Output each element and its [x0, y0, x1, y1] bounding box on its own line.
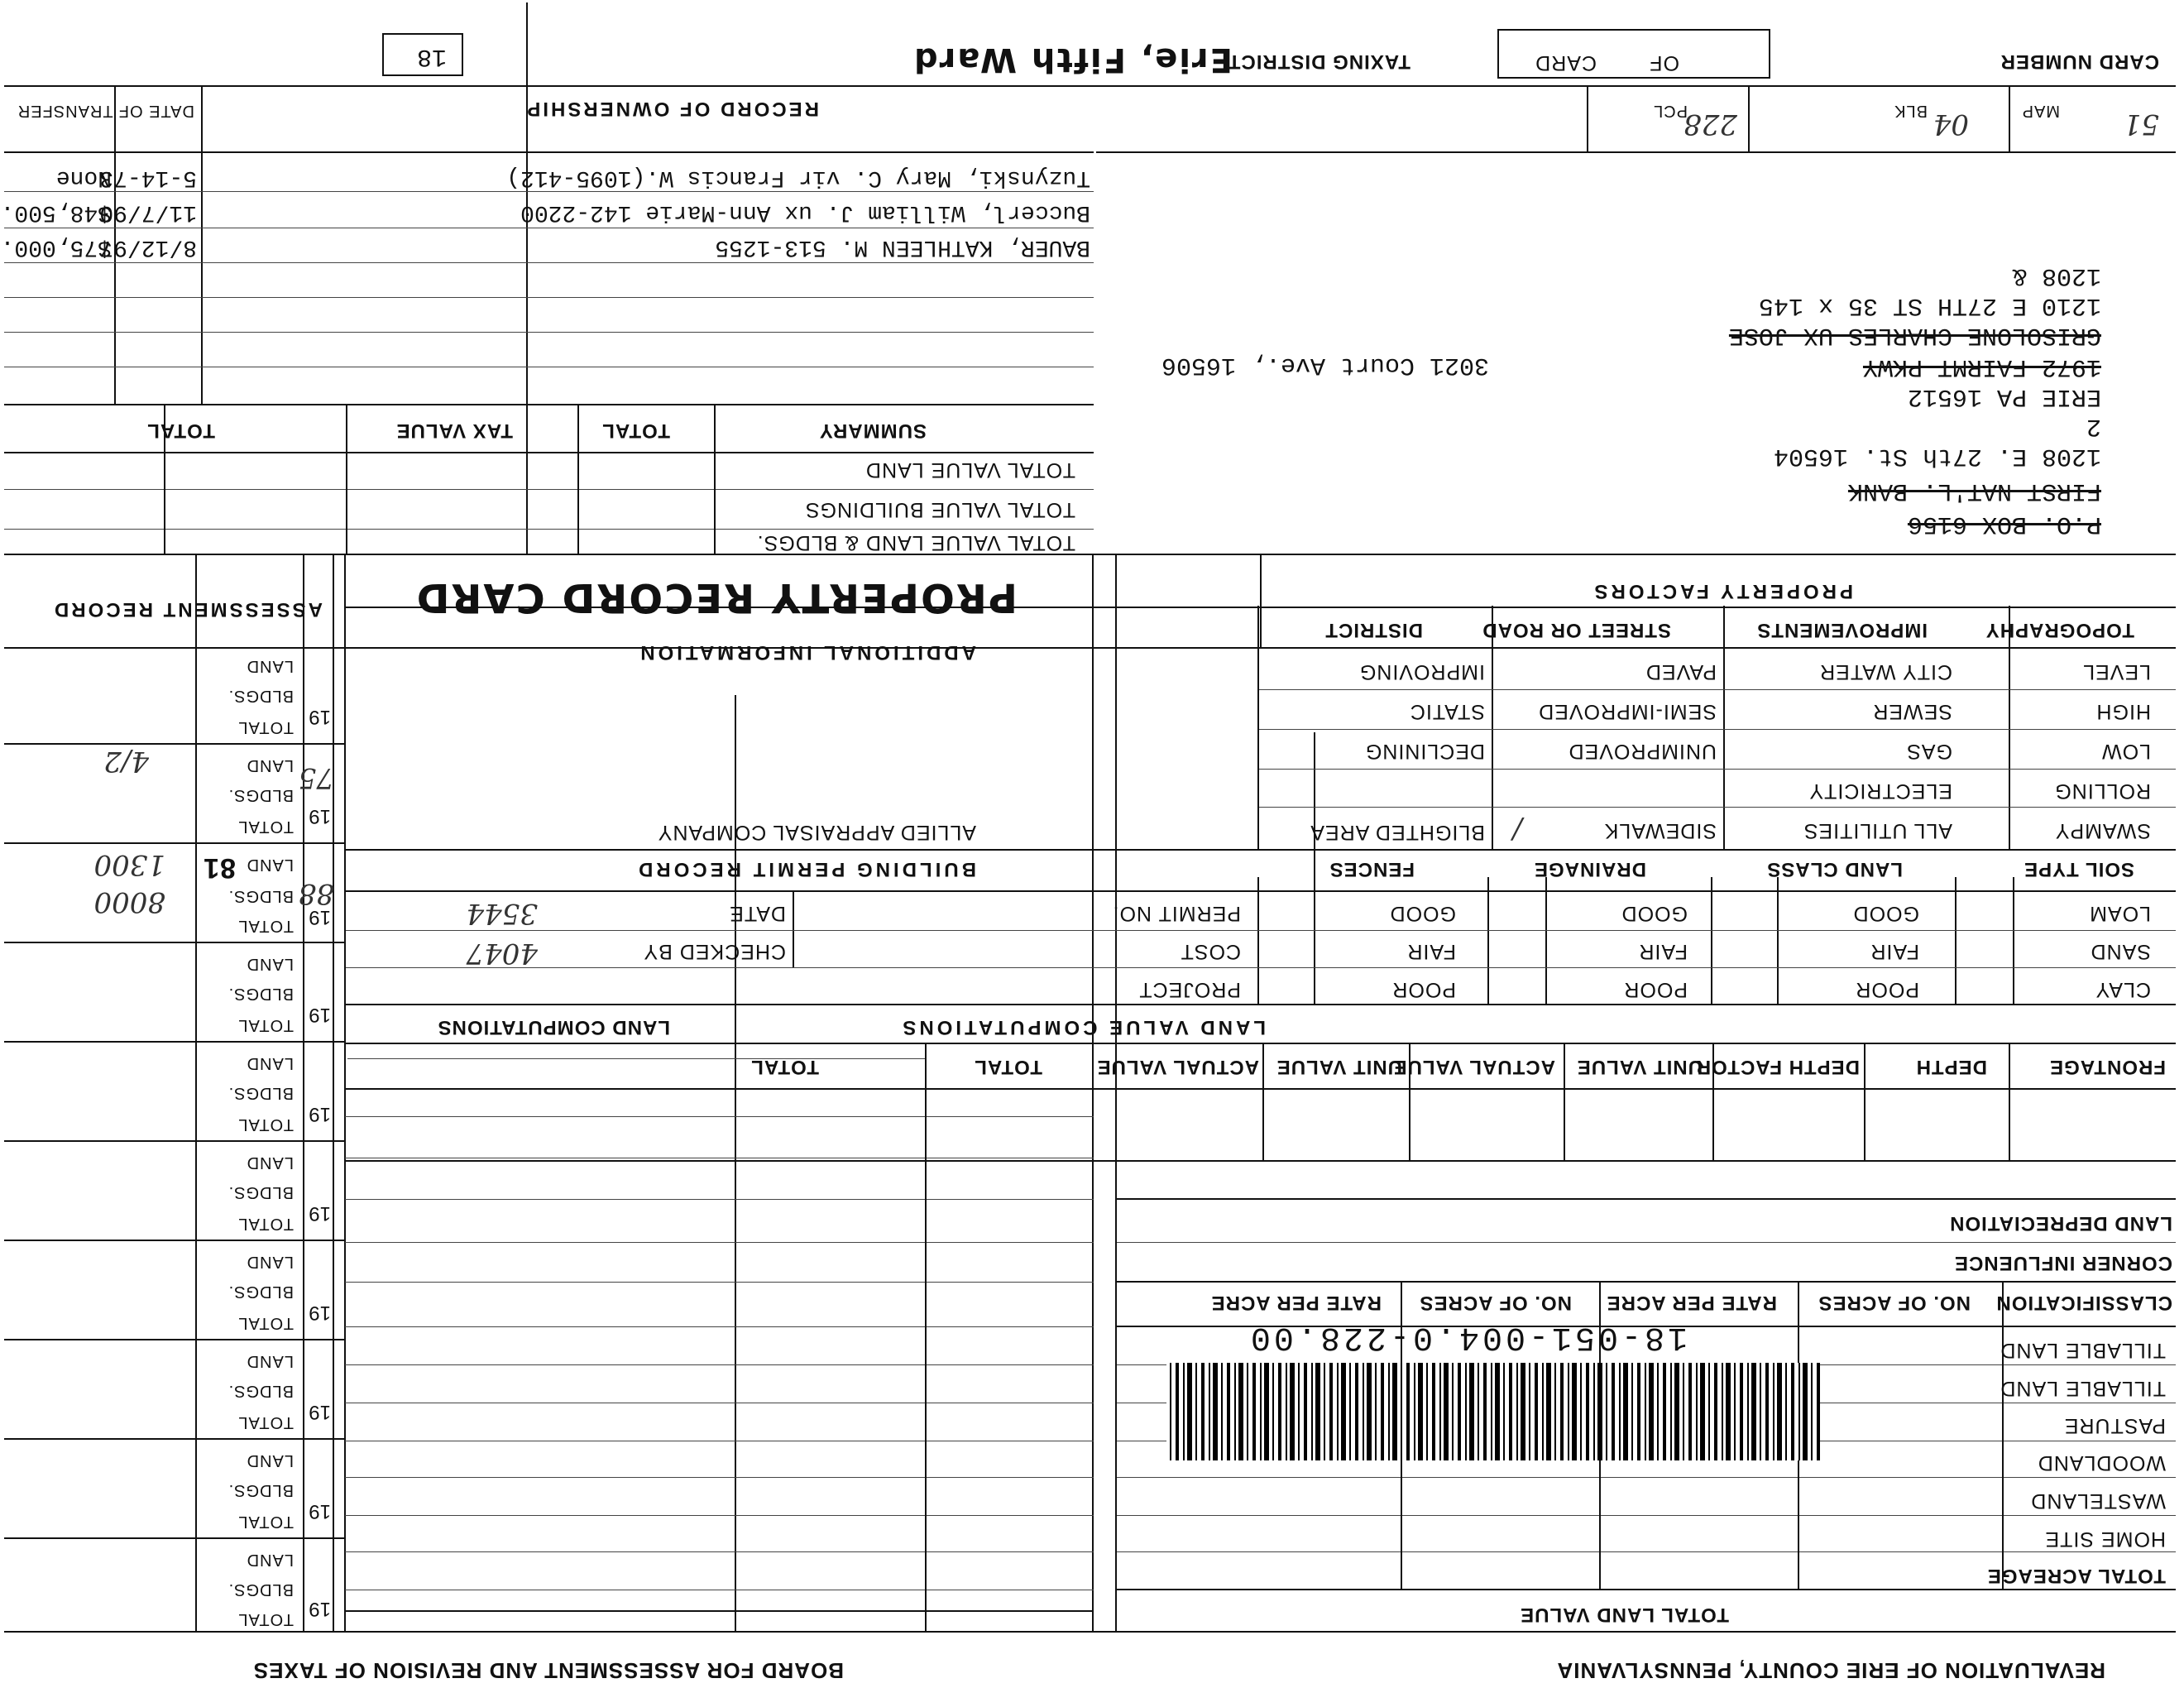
street-or-road-header: STREET OR ROAD [1482, 619, 1671, 641]
tillable-land-label: TILLABLE LAND [2000, 1377, 2166, 1400]
summary-total-header-2: TOTAL [146, 420, 215, 442]
handwritten-year-75: 75 [298, 761, 334, 794]
unit-value-header-1: UNIT VALUE [1576, 1056, 1703, 1078]
barcode-number: 18-051-004.0-228.00 [1247, 1318, 1688, 1355]
permit-no-label: PERMIT NO. [1112, 902, 1241, 925]
date-of-transfer-header: DATE OF TRANSFER [17, 102, 194, 120]
total-row-6: TOTAL [237, 1215, 294, 1233]
owner-line-3: 1208 E. 27th St. 16504 [1773, 442, 2101, 470]
city-water-label: CITY WATER [1819, 660, 1952, 683]
owner-3-consideration: $75,000. [0, 234, 112, 260]
total-header-1: TOTAL [974, 1056, 1042, 1078]
owner-2-consideration: $48,500. [0, 199, 112, 225]
total-land-value-label: TOTAL LAND VALUE [1520, 1604, 1729, 1626]
land-row-6: LAND [246, 1153, 294, 1172]
owner-line-4: 2 [2086, 412, 2101, 440]
assessment-record-title: ASSESSMENT RECORD [51, 598, 323, 621]
district-header: DISTRICT [1324, 619, 1423, 641]
owner-line-2: FIRST NAT'L. BANK [1847, 477, 2101, 505]
owner-line-6: 1972 FAIRMT PKWY [1862, 352, 2101, 381]
owner-line-7: GRISOLONE CHARLES UX JOSE [1728, 321, 2101, 349]
bldgs-row-9: BLDGS. [228, 1481, 294, 1499]
assessment-year-3: 19 [309, 906, 331, 928]
total-row-1: TOTAL [237, 718, 294, 736]
unit-value-header-2: UNIT VALUE [1276, 1056, 1402, 1078]
poor-label-1: POOR [1855, 978, 1919, 1001]
blk-label: BLK [1894, 102, 1928, 120]
poor-label-3: POOR [1391, 978, 1456, 1001]
sidewalk-label: SIDEWALK [1603, 819, 1717, 842]
summary-row-buildings: TOTAL VALUE BUILDINGS [804, 498, 1075, 521]
land-row-2: LAND [246, 756, 294, 774]
handwritten-land-value: 4/2 [103, 745, 149, 778]
high-label: HIGH [2095, 700, 2151, 723]
bldgs-row-5: BLDGS. [228, 1084, 294, 1102]
owner-1-date: 5-14-73 [99, 165, 197, 190]
land-computations-title: LAND COMPUTATIONS [437, 1016, 670, 1038]
land-row-4: LAND [246, 955, 294, 973]
land-value-computations-title: LAND VALUE COMPUTATIONS [899, 1016, 1266, 1038]
total-row-4: TOTAL [237, 1016, 294, 1034]
owner-3-name: BAUER, KATHLEEN M. 513-1255 [715, 234, 1090, 260]
summary-row-land: TOTAL VALUE LAND [864, 458, 1075, 482]
handwritten-bldgs-8000: 8000 [93, 885, 165, 918]
gas-label: GAS [1906, 740, 1952, 763]
bldgs-row-3: BLDGS. [228, 887, 294, 905]
assessment-year-9: 19 [309, 1500, 331, 1523]
semi-improved-label: SEMI-IMPROVED [1538, 700, 1717, 723]
bldgs-row-6: BLDGS. [228, 1183, 294, 1201]
owner-line-9: 1208 & [2011, 261, 2101, 290]
poor-label-2: POOR [1623, 978, 1688, 1001]
assessment-year-6: 19 [309, 1202, 331, 1225]
handwritten-land-1300: 1300 [93, 848, 165, 881]
property-factors-title: PROPERTY FACTORS [1591, 580, 1853, 602]
second-address: 3021 Court Ave., 16506 [1161, 351, 1489, 379]
land-row-10: LAND [246, 1551, 294, 1569]
bldgs-row-10: BLDGS. [228, 1580, 294, 1599]
total-row-9: TOTAL [237, 1513, 294, 1531]
classification-header: CLASSIFICATION [1995, 1292, 2172, 1314]
frontage-header: FRONTAGE [2049, 1056, 2166, 1078]
total-row-8: TOTAL [237, 1413, 294, 1431]
good-label-2: GOOD [1621, 902, 1688, 925]
map-label: MAP [2021, 102, 2060, 120]
date-label: DATE [729, 902, 786, 925]
total-header-2: TOTAL [750, 1056, 819, 1078]
bldgs-row-1: BLDGS. [228, 687, 294, 705]
rate-header-1: RATE PER ACRE [1606, 1292, 1777, 1314]
assessment-year-4: 19 [309, 1004, 331, 1026]
paved-label: PAVED [1645, 660, 1717, 683]
fair-label-2: FAIR [1638, 940, 1688, 963]
fair-label-1: FAIR [1870, 940, 1919, 963]
improving-label: IMPROVING [1358, 660, 1485, 683]
land-row-3: LAND [246, 856, 294, 874]
total-row-5: TOTAL [237, 1115, 294, 1134]
building-permit-title: BUILDING PERMIT RECORD [635, 858, 976, 880]
total-row-7: TOTAL [237, 1314, 294, 1332]
assessment-year-5: 19 [309, 1103, 331, 1125]
assessment-year-1: 19 [309, 706, 331, 728]
owner-2-date: 11/7/90 [99, 199, 197, 225]
county-title: REVALUATION OF ERIE COUNTY, PENNSYLVANIA [1556, 1658, 2105, 1683]
district-code: 18 [416, 42, 447, 70]
pasture-label: PASTURE [2063, 1414, 2166, 1437]
cost-label: COST [1180, 940, 1241, 963]
total-row-3: TOTAL [237, 917, 294, 935]
owner-2-name: Buccerl, William J. ux Ann-Marie 142-2200 [520, 199, 1090, 225]
handwritten-year-81: 81 [203, 852, 236, 884]
total-row-2: TOTAL [237, 818, 294, 836]
loam-label: LOAM [2089, 902, 2151, 925]
sand-label: SAND [2090, 940, 2151, 963]
drainage-header: DRAINAGE [1533, 858, 1646, 880]
of-label: OF [1649, 51, 1679, 74]
land-row-5: LAND [246, 1054, 294, 1072]
pcl-label: PCL [1653, 102, 1688, 120]
sidewalk-check: / [1512, 813, 1522, 846]
summary-total-header-1: TOTAL [601, 420, 670, 442]
acres-header-1: NO. OF ACRES [1818, 1292, 1971, 1314]
land-row-9: LAND [246, 1451, 294, 1470]
checked-by-label: CHECKED BY [643, 940, 786, 963]
card-number-label: CARD NUMBER [2000, 50, 2159, 73]
declining-label: DECLINING [1364, 740, 1485, 763]
low-label: LOW [2101, 740, 2151, 763]
bldgs-row-8: BLDGS. [228, 1382, 294, 1400]
property-record-card-title: PROPERTY RECORD CARD [414, 574, 1018, 621]
improvements-header: IMPROVEMENTS [1756, 619, 1928, 641]
additional-information-title: ADDITIONAL INFORMATION [637, 641, 976, 664]
depth-factor-header: DEPTH FACTOR [1695, 1056, 1860, 1078]
good-label-3: GOOD [1389, 902, 1456, 925]
land-row-1: LAND [246, 657, 294, 675]
electricity-label: ELECTRICITY [1808, 779, 1952, 803]
land-row-8: LAND [246, 1352, 294, 1370]
district-name: Erie, Fifth Ward [912, 41, 1233, 79]
unimproved-label: UNIMPROVED [1568, 740, 1717, 763]
static-label: STATIC [1409, 700, 1485, 723]
assessment-year-2: 19 [309, 805, 331, 827]
owner-3-date: 8/12/97 [99, 234, 197, 260]
depth-header: DEPTH [1915, 1056, 1987, 1078]
acres-header-2: NO. OF ACRES [1419, 1292, 1572, 1314]
land-depreciation-label: LAND DEPRECIATION [1949, 1212, 2172, 1235]
handwritten-year-88: 88 [298, 877, 334, 910]
summary-title: SUMMARY [818, 420, 927, 442]
land-class-header: LAND CLASS [1766, 858, 1903, 880]
actual-value-header-1: ACTUAL VALUE [1392, 1056, 1555, 1078]
topography-header: TOPOGRAPHY [1985, 619, 2134, 641]
owner-1-consideration: None [55, 165, 112, 190]
total-row-10: TOTAL [237, 1610, 294, 1628]
fair-label-3: FAIR [1406, 940, 1456, 963]
board-title: BOARD FOR ASSESSMENT AND REVISION OF TAXES [252, 1658, 844, 1683]
card-label: CARD [1535, 51, 1597, 74]
sewer-label: SEWER [1872, 700, 1952, 723]
rate-header-2: RATE PER ACRE [1210, 1292, 1382, 1314]
total-acreage-label: TOTAL ACREAGE [1986, 1565, 2166, 1587]
land-row-7: LAND [246, 1253, 294, 1271]
assessment-year-7: 19 [309, 1302, 331, 1324]
project-label: PROJECT [1138, 978, 1241, 1001]
pcl-value: 228 [1684, 108, 1737, 141]
all-utilities-label: ALL UTILITIES [1803, 819, 1952, 842]
allied-appraisal: ALLIED APPRAISAL COMPANY [657, 821, 976, 844]
map-value: 51 [2123, 108, 2159, 141]
assessment-year-10: 19 [309, 1598, 331, 1620]
swampy-label: SWAMPY [2054, 819, 2151, 842]
assessment-year-8: 19 [309, 1401, 331, 1423]
barcode [1166, 1363, 1820, 1460]
corner-influence-label: CORNER INFLUENCE [1953, 1252, 2172, 1274]
home-site-label: HOME SITE [2044, 1527, 2166, 1551]
fences-header: FENCES [1329, 858, 1415, 880]
bldgs-row-7: BLDGS. [228, 1283, 294, 1301]
summary-row-total: TOTAL VALUE LAND & BLDGS. [756, 531, 1075, 554]
owner-line-8: 1210 E 27TH ST 35 x 145 [1758, 291, 2101, 319]
good-label-1: GOOD [1852, 902, 1919, 925]
summary-tax-value-header-1: TAX VALUE [395, 420, 513, 442]
bldgs-row-4: BLDGS. [228, 985, 294, 1003]
woodland-label: WOODLAND [2037, 1451, 2166, 1475]
owner-line-1: P.O. BOX 6156 [1907, 510, 2101, 538]
record-of-ownership-title: RECORD OF OWNERSHIP [524, 98, 819, 120]
bldgs-row-2: BLDGS. [228, 786, 294, 804]
owner-1-name: Tuzynski, Mary C. vir Francis W.(1095-412) [506, 165, 1090, 190]
checked-by-value: 4047 [466, 937, 538, 970]
level-label: LEVEL [2082, 660, 2151, 683]
tillable-land-label-2: TILLABLE LAND [2000, 1339, 2166, 1362]
owner-line-5: ERIE PA 16512 [1907, 382, 2101, 410]
soil-type-header: SOIL TYPE [2024, 858, 2134, 880]
blk-value: 04 [1933, 108, 1969, 141]
taxing-district-label: TAXING DISTRICT [1227, 50, 1410, 73]
wasteland-label: WASTELAND [2030, 1489, 2166, 1513]
top-border [4, 1631, 2176, 1633]
rolling-label: ROLLING [2054, 779, 2151, 803]
blighted-area-label: BLIGHTED AREA [1310, 821, 1485, 844]
actual-value-header-2: ACTUAL VALUE [1096, 1056, 1259, 1078]
clay-label: CLAY [2095, 978, 2151, 1001]
permit-date-value: 3544 [466, 897, 538, 930]
